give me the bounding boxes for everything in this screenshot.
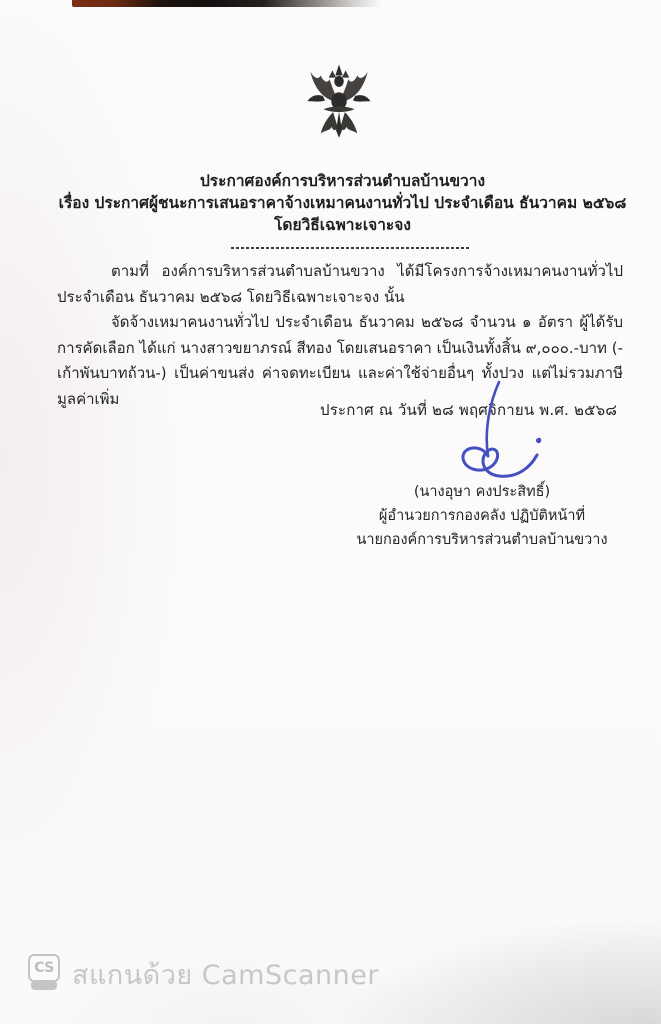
title-line-2: เรื่อง ประกาศผู้ชนะการเสนอราคาจ้างเหมาคนงานทั่วไป ประจำเดือน ธันวาคม ๒๕๖๘ <box>58 194 627 212</box>
camscanner-watermark <box>28 952 379 996</box>
camscanner-logo-icon <box>28 954 60 994</box>
announcement-title-block <box>30 170 655 236</box>
signer-position-1: ผู้อำนวยการกองคลัง ปฏิบัติหน้าที่ <box>378 508 586 524</box>
cs-logo-letters: CS <box>28 954 60 982</box>
body-paragraph-1: ตามที่ องค์การบริหารส่วนตำบลบ้านขวาง ได้มีโครงการจ้างเหมาคนงานทั่วไป ประจำเดือน ธันวาคม ๒๕๖๘ โดยวิธีเฉพาะเจาะจง นั้น <box>57 262 623 306</box>
handwritten-signature <box>398 380 568 492</box>
signer-block <box>348 480 616 552</box>
watermark-label: สแกนด้วย CamScanner <box>72 959 379 991</box>
title-line-3: โดยวิธีเฉพาะเจาะจง <box>274 216 411 234</box>
dashed-separator <box>231 247 471 249</box>
title-line-1: ประกาศองค์การบริหารส่วนตำบลบ้านขวาง <box>199 172 486 190</box>
cs-logo-tab <box>31 982 57 990</box>
scan-edge-artifact <box>72 0 382 7</box>
thai-garuda-emblem-icon <box>295 52 383 162</box>
announcement-date-line: ประกาศ ณ วันที่ ๒๘ พฤศจิกายน พ.ศ. ๒๕๖๘ <box>320 401 618 419</box>
signer-position-2: นายกองค์การบริหารส่วนตำบลบ้านขวาง <box>356 532 608 548</box>
signer-name: (นางอุษา คงประสิทธิ์) <box>413 484 551 500</box>
body-paragraph-2: จัดจ้างเหมาคนงานทั่วไป ประจำเดือน ธันวาคม ๒๕๖๘ จำนวน ๑ อัตรา ผู้ได้รับการคัดเลือก ได้แก่ นางสาวขยาภรณ์ สีทอง โดยเสนอราคา เป็นเงินทั้งสิ้น ๙,๐๐๐.-บาท (-เก้าพันบาทถ้วน-) เป็นค่าขนส่ง ค่าจดทะเบียน และค่าใช้จ่ายอื่นๆ ทั้งปวง แต่ไม่รวมภาษีมูลค่าเพิ่ม <box>57 313 623 408</box>
